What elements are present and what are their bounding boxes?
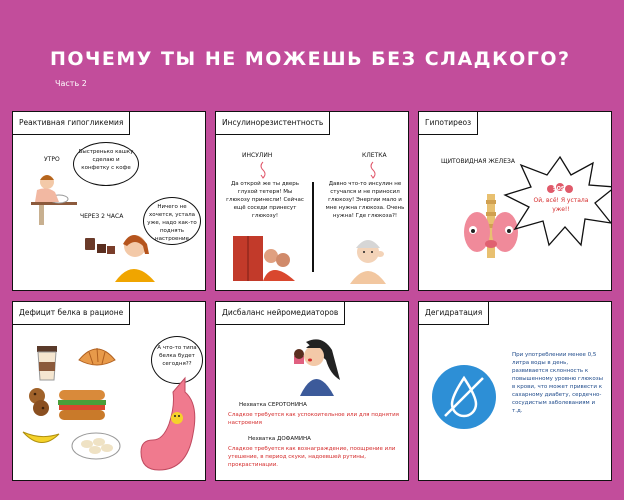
sandwich-icon: [57, 386, 107, 422]
croissant-icon: [77, 342, 117, 368]
page-title: ПОЧЕМУ ТЫ НЕ МОЖЕШЬ БЕЗ СЛАДКОГО?: [50, 48, 571, 70]
old-woman-illustration: [344, 234, 404, 284]
tired-woman-illustration: [83, 224, 163, 284]
divider-line: [312, 182, 314, 272]
serotonin-text: Сладкое требуется как успокоительное или для поднятия настроения: [228, 412, 399, 426]
squiggle-arrow-icon: [258, 162, 268, 182]
woman-eating-illustration: [25, 168, 85, 228]
no-water-drop-icon: [431, 364, 497, 430]
dehydration-text: При употреблении менее 0,5 литра воды в день, развивается склонность к повышенному уровню глюкозы в крови, что может привести к сахарному диабету, сердечно-сосудистым заболеваниям и т.д.: [512, 352, 603, 414]
stomach-illustration: [141, 378, 201, 478]
insulin-text: Да открой же ты дверь глухой тетеря! Мы глюкозу принесли! Сейчас ещё соседи принесут глюкозу!: [226, 181, 304, 219]
card-neurotransmitters: [215, 301, 409, 481]
squiggle-arrow-icon: [368, 162, 378, 182]
card-title: Дегидратация: [419, 302, 489, 325]
morning-bubble-text: Быстренько кашку сделаю и конфетку с кофе: [78, 149, 134, 171]
later-bubble-text: Ничего не хочется, устала уже, надо как-то поднять настроение: [147, 204, 197, 242]
card-title: Дефицит белка в рационе: [13, 302, 130, 325]
card-hypothyroidism: [418, 111, 612, 291]
cookies-icon: [27, 388, 53, 416]
burst-text: Ой, всё! Я устала уже!!: [533, 197, 589, 213]
later-label: ЧЕРЕЗ 2 ЧАСА: [80, 213, 124, 220]
card-title: Инсулинорезистентность: [216, 112, 330, 135]
card-hypoglycemia: [12, 111, 206, 291]
serotonin-label: Нехватка СЕРОТОНИНА: [239, 402, 307, 408]
gland-label: ЩИТОВИДНАЯ ЖЕЛЕЗА: [441, 158, 515, 165]
insulin-label: ИНСУЛИН: [242, 152, 273, 159]
page-subtitle: Часть 2: [55, 79, 87, 88]
dopamine-label: Нехватка ДОФАМИНА: [248, 436, 311, 442]
sos-label: SOS: [553, 186, 565, 192]
dopamine-text: Сладкое требуется как вознаграждение, поощрение или утешение, в период скуки, надоевшей рутины, прокрастинации.: [228, 446, 396, 468]
card-title: Гипотиреоз: [419, 112, 478, 135]
cell-label: КЛЕТКА: [362, 152, 387, 159]
woman-eating-cupcake-illustration: [284, 336, 344, 396]
coffee-cup-icon: [35, 346, 59, 380]
card-title: Реактивная гипогликемия: [13, 112, 130, 135]
card-insulin-resistance: [215, 111, 409, 291]
banana-icon: [21, 428, 61, 448]
morning-label: УТРО: [44, 156, 60, 163]
card-title: Дисбаланс нейромедиаторов: [216, 302, 345, 325]
protein-bubble-text: А что-то типа белка будет сегодня??: [157, 345, 197, 367]
dumplings-icon: [71, 430, 121, 460]
card-protein: [12, 301, 206, 481]
card-dehydration: [418, 301, 612, 481]
insulin-at-door-illustration: [231, 236, 301, 282]
cell-text: Давно что-то инсулин не стучался и не приносил глюкозу! Энергии мало и мне нужна глюкоза. Очень нужна! Где глюкоза?!: [325, 181, 405, 219]
